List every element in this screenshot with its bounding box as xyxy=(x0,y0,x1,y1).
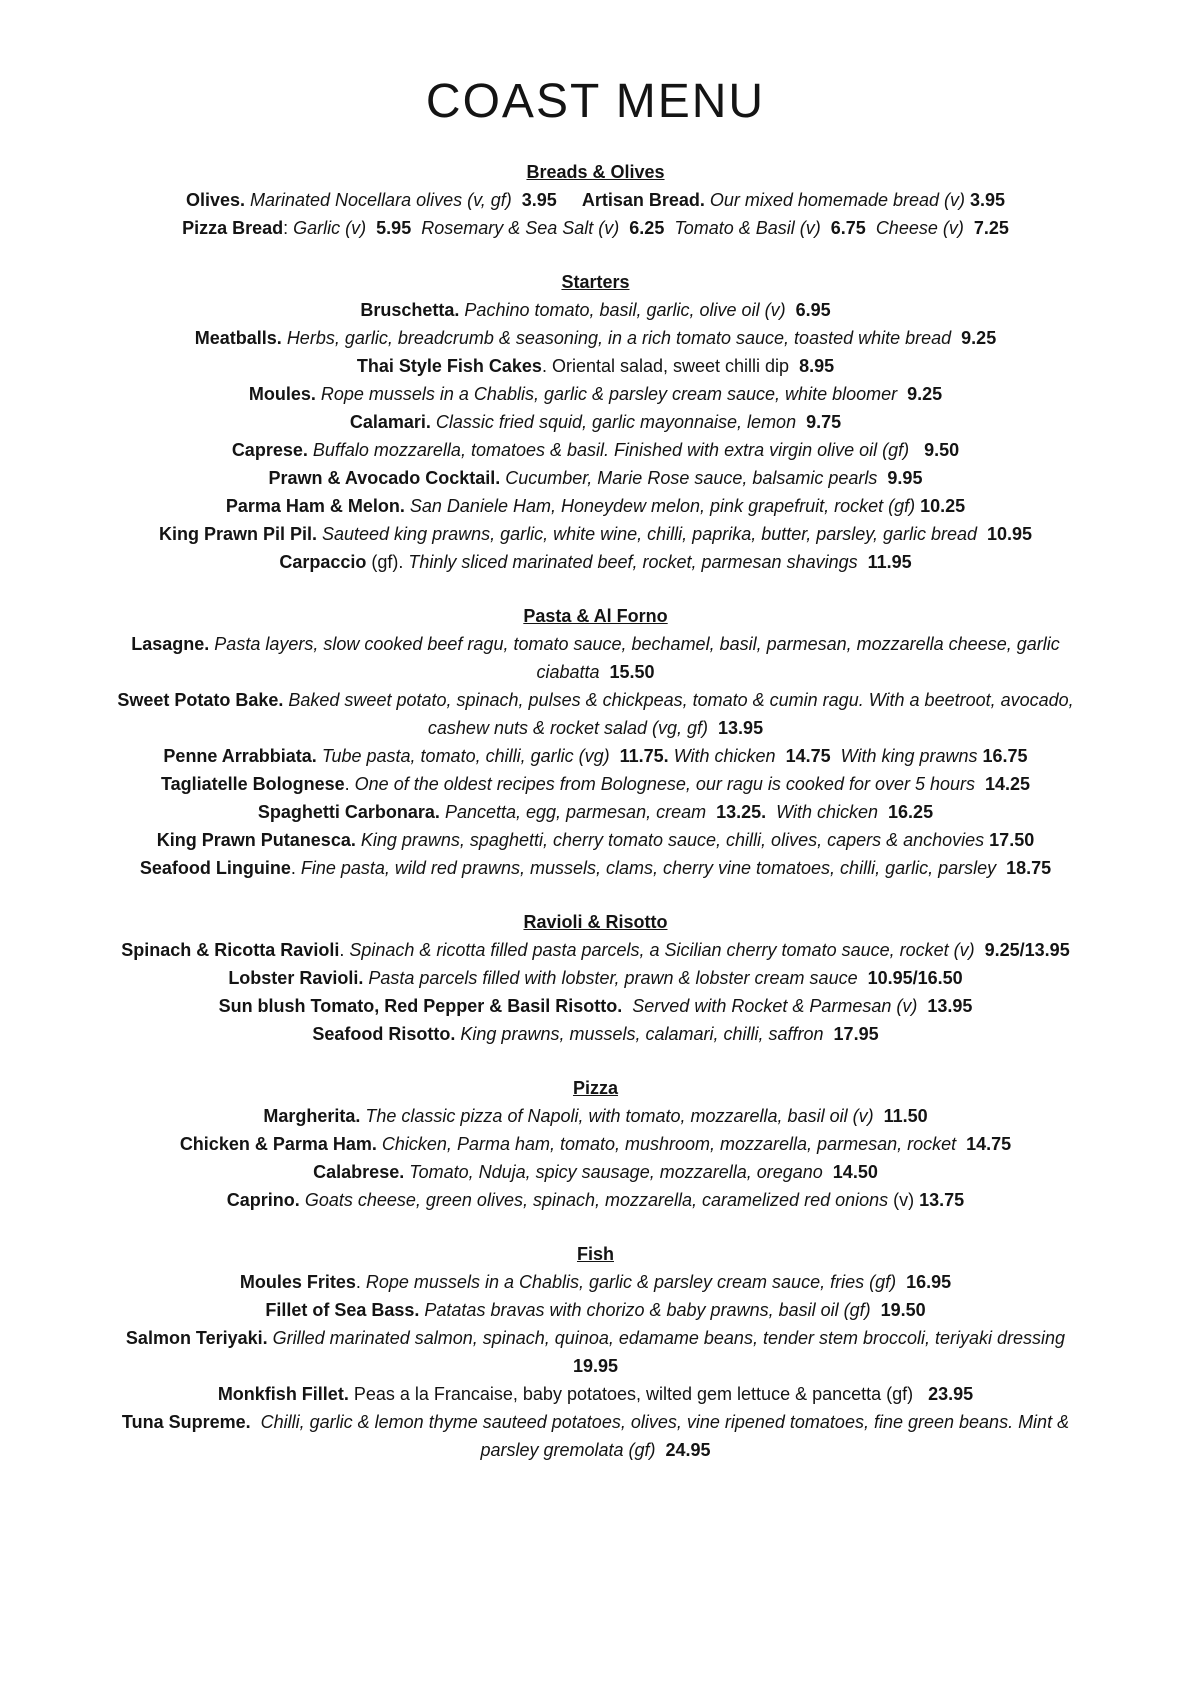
item-name: Caprese. xyxy=(231,440,308,460)
menu-item xyxy=(101,1268,1091,1296)
item-description: Pachino tomato, basil, garlic, olive oil (v) xyxy=(464,300,786,320)
item-name: Caprino. xyxy=(226,1190,300,1210)
item-name: Olives. xyxy=(185,190,245,210)
item-price: 9.75 xyxy=(796,412,842,432)
item-description: King prawns, mussels, calamari, chilli, saffron xyxy=(460,1024,824,1044)
item-price: 23.95 xyxy=(913,1384,974,1404)
menu-item xyxy=(101,436,1091,464)
item-text: Peas a la Francaise, baby potatoes, wilted gem lettuce & pancetta (gf) xyxy=(348,1384,914,1404)
item-price: 14.75 xyxy=(956,1134,1012,1154)
item-description: With chicken xyxy=(776,802,879,822)
menu-item xyxy=(101,352,1091,380)
item-name: Pizza Bread xyxy=(182,218,284,238)
item-name: Lobster Ravioli. xyxy=(228,968,364,988)
section-heading: Ravioli & Risotto xyxy=(523,912,668,932)
item-name: Spaghetti Carbonara. xyxy=(257,802,440,822)
menu-item xyxy=(101,1102,1091,1130)
item-name: Penne Arrabbiata. xyxy=(163,746,317,766)
menu-item xyxy=(101,548,1091,576)
item-price: 16.25 xyxy=(878,802,934,822)
item-description: The classic pizza of Napoli, with tomato, mozzarella, basil oil (v) xyxy=(365,1106,874,1126)
item-text xyxy=(557,190,582,210)
item-description: San Daniele Ham, Honeydew melon, pink grapefruit, rocket (gf) xyxy=(409,496,916,516)
item-price: 6.95 xyxy=(785,300,831,320)
item-text: . xyxy=(339,940,350,960)
item-name: Tagliatelle Bolognese xyxy=(160,774,345,794)
menu-item xyxy=(101,1296,1091,1324)
menu-item xyxy=(101,686,1091,742)
item-description: Tube pasta, tomato, chilli, garlic (vg) xyxy=(321,746,610,766)
item-price: 17.50 xyxy=(984,830,1035,850)
item-description: With chicken xyxy=(673,746,776,766)
item-description: One of the oldest recipes from Bolognese, our ragu is cooked for over 5 hours xyxy=(354,774,976,794)
item-description: Herbs, garlic, breadcrumb & seasoning, in a rich tomato sauce, toasted white bread xyxy=(286,328,952,348)
item-price: 13.25. xyxy=(706,802,767,822)
item-description: Pancetta, egg, parmesan, cream xyxy=(444,802,707,822)
page-title: COAST MENU xyxy=(425,75,766,128)
item-price: 13.95 xyxy=(917,996,973,1016)
item-price: 14.75 xyxy=(775,746,831,766)
item-name: Moules Frites xyxy=(239,1272,356,1292)
item-name: Spinach & Ricotta Ravioli xyxy=(121,940,340,960)
item-description: Rosemary & Sea Salt (v) xyxy=(421,218,620,238)
item-description: Pasta layers, slow cooked beef ragu, tomato sauce, bechamel, basil, parmesan, mozzarella cheese, garlic ciabatta xyxy=(214,634,1065,682)
item-price: 9.25/13.95 xyxy=(974,940,1070,960)
item-text: . xyxy=(290,858,301,878)
item-price: 19.50 xyxy=(870,1300,926,1320)
item-price: 10.95 xyxy=(977,524,1033,544)
menu-item xyxy=(101,492,1091,520)
menu-item xyxy=(101,1324,1091,1380)
item-price: 13.75 xyxy=(914,1190,965,1210)
item-description: Buffalo mozzarella, tomatoes & basil. Finished with extra virgin olive oil (gf) xyxy=(312,440,910,460)
item-price: 3.95 xyxy=(511,190,557,210)
menu-item xyxy=(101,1408,1091,1464)
item-price: 18.75 xyxy=(996,858,1052,878)
menu-section-pizza xyxy=(101,1074,1091,1214)
item-name: Seafood Linguine xyxy=(139,858,291,878)
item-name: Seafood Risotto. xyxy=(312,1024,456,1044)
item-price: 6.75 xyxy=(820,218,866,238)
item-price: 15.50 xyxy=(599,662,655,682)
item-description: Our mixed homemade bread (v) xyxy=(709,190,965,210)
menu-item xyxy=(101,742,1091,770)
item-price: 11.50 xyxy=(873,1106,928,1126)
item-name: Monkfish Fillet. xyxy=(217,1384,349,1404)
menu-item xyxy=(101,964,1091,992)
section-heading: Breads & Olives xyxy=(526,162,665,182)
menu-item xyxy=(101,1186,1091,1214)
menu-section-breads-olives xyxy=(101,158,1091,242)
menu-item xyxy=(101,936,1091,964)
item-text xyxy=(831,746,841,766)
item-description: Chicken, Parma ham, tomato, mushroom, mozzarella, parmesan, rocket xyxy=(381,1134,957,1154)
item-name: Bruschetta. xyxy=(360,300,460,320)
item-price: 9.50 xyxy=(909,440,960,460)
item-price: 11.95 xyxy=(857,552,912,572)
item-price: 16.75 xyxy=(977,746,1028,766)
menu-item xyxy=(101,770,1091,798)
item-text xyxy=(866,218,876,238)
menu-item xyxy=(101,1380,1091,1408)
item-price: 19.95 xyxy=(572,1328,1076,1376)
item-name: Meatballs. xyxy=(194,328,282,348)
section-heading: Fish xyxy=(576,1244,614,1264)
menu-section-fish xyxy=(101,1240,1091,1464)
item-description: With king prawns xyxy=(840,746,978,766)
item-price: 24.95 xyxy=(655,1440,711,1460)
menu-body xyxy=(101,158,1091,1464)
item-price: 16.95 xyxy=(896,1272,952,1292)
section-heading: Pasta & Al Forno xyxy=(523,606,668,626)
item-text: : xyxy=(283,218,294,238)
menu-item xyxy=(101,630,1091,686)
item-description: Patatas bravas with chorizo & baby prawns, basil oil (gf) xyxy=(424,1300,871,1320)
item-name: Salmon Teriyaki. xyxy=(125,1328,268,1348)
menu-item xyxy=(101,214,1091,242)
item-description: Cucumber, Marie Rose sauce, balsamic pearls xyxy=(505,468,878,488)
item-name: Thai Style Fish Cakes xyxy=(356,356,542,376)
item-price: 9.25 xyxy=(951,328,997,348)
item-name: Moules. xyxy=(248,384,316,404)
menu-item xyxy=(101,408,1091,436)
menu-item xyxy=(101,1130,1091,1158)
item-price: 10.25 xyxy=(915,496,966,516)
item-description: Marinated Nocellara olives (v, gf) xyxy=(250,190,512,210)
item-price: 6.25 xyxy=(619,218,665,238)
item-description: Grilled marinated salmon, spinach, quinoa, edamame beans, tender stem broccoli, teriyaki dressing xyxy=(272,1328,1066,1348)
item-name: Margherita. xyxy=(263,1106,361,1126)
item-price: 3.95 xyxy=(965,190,1006,210)
item-name: Parma Ham & Melon. xyxy=(225,496,405,516)
item-description: Rope mussels in a Chablis, garlic & parsley cream sauce, white bloomer xyxy=(320,384,898,404)
menu-section-pasta-al-forno xyxy=(101,602,1091,882)
item-description: Chilli, garlic & lemon thyme sauteed potatoes, olives, vine ripened tomatoes, fine green beans. Mint & parsley gremolata (gf) xyxy=(260,1412,1075,1460)
item-text: . xyxy=(355,1272,366,1292)
item-name: King Prawn Putanesca. xyxy=(156,830,356,850)
menu-item xyxy=(101,1158,1091,1186)
item-name: Carpaccio xyxy=(279,552,367,572)
menu-item xyxy=(101,380,1091,408)
item-price: 17.95 xyxy=(823,1024,879,1044)
menu-item xyxy=(101,1020,1091,1048)
item-name: Fillet of Sea Bass. xyxy=(265,1300,420,1320)
item-name: Prawn & Avocado Cocktail. xyxy=(268,468,501,488)
menu-item xyxy=(101,992,1091,1020)
item-price: 10.95/16.50 xyxy=(857,968,963,988)
item-price: 9.95 xyxy=(877,468,923,488)
item-text xyxy=(664,218,674,238)
item-description: Tomato, Nduja, spicy sausage, mozzarella, oregano xyxy=(409,1162,823,1182)
item-price: 8.95 xyxy=(789,356,835,376)
item-description: Cheese (v) xyxy=(875,218,964,238)
item-description: Goats cheese, green olives, spinach, mozzarella, caramelized red onions xyxy=(304,1190,889,1210)
item-name: Sun blush Tomato, Red Pepper & Basil Risotto. xyxy=(218,996,623,1016)
item-text: (gf). xyxy=(366,552,409,572)
item-description: Baked sweet potato, spinach, pulses & chickpeas, tomato & cumin ragu. With a beetroot, avocado, cashew nuts & rocket salad (vg, gf) xyxy=(288,690,1079,738)
item-description: Tomato & Basil (v) xyxy=(674,218,821,238)
item-name: Chicken & Parma Ham. xyxy=(179,1134,377,1154)
menu-item xyxy=(101,798,1091,826)
menu-section-starters xyxy=(101,268,1091,576)
menu-section-ravioli-risotto xyxy=(101,908,1091,1048)
menu-item xyxy=(101,324,1091,352)
item-description: Rope mussels in a Chablis, garlic & parsley cream sauce, fries (gf) xyxy=(365,1272,897,1292)
menu-item xyxy=(101,854,1091,882)
item-price: 9.25 xyxy=(897,384,943,404)
item-name: Calabrese. xyxy=(313,1162,405,1182)
item-price: 14.50 xyxy=(822,1162,878,1182)
item-price: 14.25 xyxy=(975,774,1031,794)
item-description: Sauteed king prawns, garlic, white wine, chilli, paprika, butter, parsley, garlic bread xyxy=(322,524,977,544)
item-description: Classic fried squid, garlic mayonnaise, lemon xyxy=(435,412,797,432)
item-price: 11.75. xyxy=(609,746,669,766)
item-name: Lasagne. xyxy=(131,634,210,654)
section-heading: Starters xyxy=(561,272,630,292)
item-price: 7.25 xyxy=(963,218,1009,238)
item-description: Served with Rocket & Parmesan (v) xyxy=(632,996,918,1016)
item-text: (v) xyxy=(888,1190,915,1210)
menu-item xyxy=(101,296,1091,324)
item-name: Sweet Potato Bake. xyxy=(117,690,284,710)
section-heading: Pizza xyxy=(572,1078,619,1098)
item-description: King prawns, spaghetti, cherry tomato sauce, chilli, olives, capers & anchovies xyxy=(360,830,985,850)
item-description: Pasta parcels filled with lobster, prawn & lobster cream sauce xyxy=(368,968,858,988)
item-name: Artisan Bread. xyxy=(581,190,705,210)
item-name: King Prawn Pil Pil. xyxy=(158,524,317,544)
item-text xyxy=(251,1412,261,1432)
item-name: Calamari. xyxy=(349,412,431,432)
item-text xyxy=(766,802,776,822)
item-name: Tuna Supreme. xyxy=(121,1412,251,1432)
item-price: 13.95 xyxy=(708,718,764,738)
item-description: Fine pasta, wild red prawns, mussels, clams, cherry vine tomatoes, chilli, garlic, parsley xyxy=(300,858,997,878)
item-text xyxy=(411,218,421,238)
menu-item xyxy=(101,186,1091,214)
item-price: 5.95 xyxy=(366,218,412,238)
item-text xyxy=(622,996,632,1016)
menu-item xyxy=(101,464,1091,492)
menu-item xyxy=(101,520,1091,548)
item-description: Thinly sliced marinated beef, rocket, parmesan shavings xyxy=(408,552,858,572)
menu-item xyxy=(101,826,1091,854)
item-text: . Oriental salad, sweet chilli dip xyxy=(541,356,790,376)
item-description: Garlic (v) xyxy=(293,218,367,238)
item-description: Spinach & ricotta filled pasta parcels, a Sicilian cherry tomato sauce, rocket (v) xyxy=(349,940,975,960)
item-text: . xyxy=(344,774,355,794)
